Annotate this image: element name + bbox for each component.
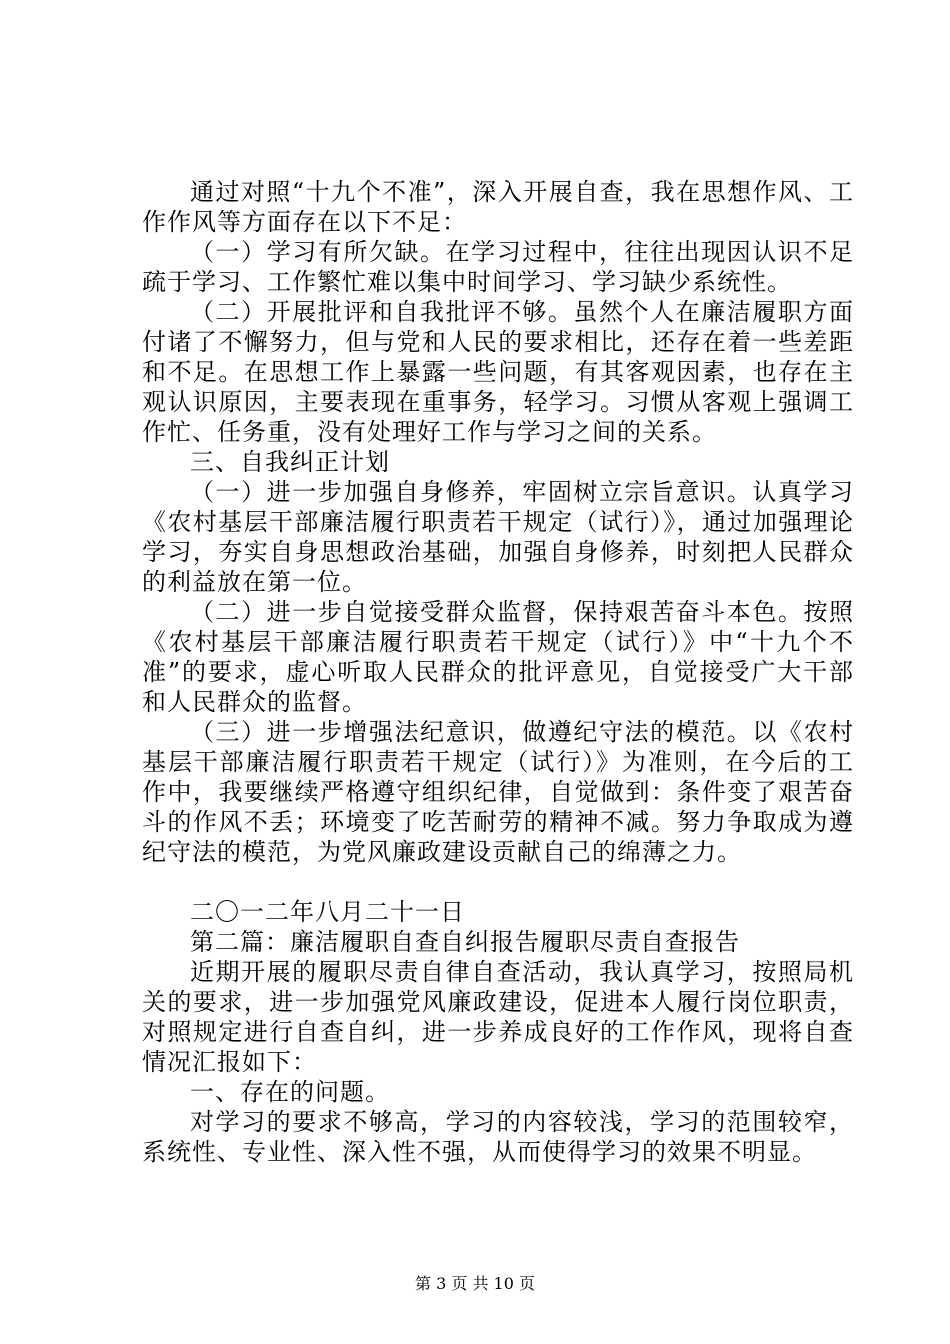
paragraph: （二）开展批评和自我批评不够。虽然个人在廉洁履职方面付诸了不懈努力，但与党和人民的要求相比，还存在着一些差距和不足。在思想工作上暴露一些问题，有其客观因素，也存在主观认识原因，主要表现在重事务，轻学习。习惯从客观上强调工作忙、任务重，没有处理好工作与学习之间的关系。 bbox=[142, 298, 854, 446]
page-number-footer: 第 3 页 共 10 页 bbox=[415, 1274, 535, 1293]
paragraph: （一）学习有所欠缺。在学习过程中，往往出现因认识不足疏于学习、工作繁忙难以集中时间学习、学习缺少系统性。 bbox=[142, 238, 854, 296]
section-heading: 三、自我纠正计划 bbox=[190, 448, 390, 476]
paragraph: 对学习的要求不够高，学习的内容较浅，学习的范围较窄，系统性、专业性、深入性不强，从而使得学习的效果不明显。 bbox=[142, 1108, 854, 1166]
paragraph: 近期开展的履职尽责自律自查活动，我认真学习，按照局机关的要求，进一步加强党风廉政建设，促进本人履行岗位职责，对照规定进行自查自纠，进一步养成良好的工作作风，现将自查情况汇报如下： bbox=[142, 958, 854, 1076]
document-body bbox=[142, 177, 854, 1167]
paragraph: 通过对照“十九个不准”，深入开展自查，我在思想作风、工作作风等方面存在以下不足： bbox=[142, 178, 854, 236]
date-line: 二〇一二年八月二十一日 bbox=[190, 898, 465, 926]
paragraph: （二）进一步自觉接受群众监督，保持艰苦奋斗本色。按照《农村基层干部廉洁履行职责若干规定（试行）》中“十九个不准”的要求，虚心听取人民群众的批评意见，自觉接受广大干部和人民群众的监督。 bbox=[142, 598, 854, 716]
paragraph: （一）进一步加强自身修养，牢固树立宗旨意识。认真学习《农村基层干部廉洁履行职责若干规定（试行）》，通过加强理论学习，夯实自身思想政治基础，加强自身修养，时刻把人民群众的利益放在第一位。 bbox=[142, 478, 854, 596]
section-heading: 一、存在的问题。 bbox=[190, 1078, 390, 1106]
paragraph: （三）进一步增强法纪意识，做遵纪守法的模范。以《农村基层干部廉洁履行职责若干规定（试行）》为准则，在今后的工作中，我要继续严格遵守组织纪律，自觉做到：条件变了艰苦奋斗的作风不丢；环境变了吃苦耐劳的精神不减。努力争取成为遵纪守法的模范，为党风廉政建设贡献自己的绵薄之力。 bbox=[142, 718, 854, 866]
article-title: 第二篇：廉洁履职自查自纠报告履职尽责自查报告 bbox=[190, 928, 740, 956]
